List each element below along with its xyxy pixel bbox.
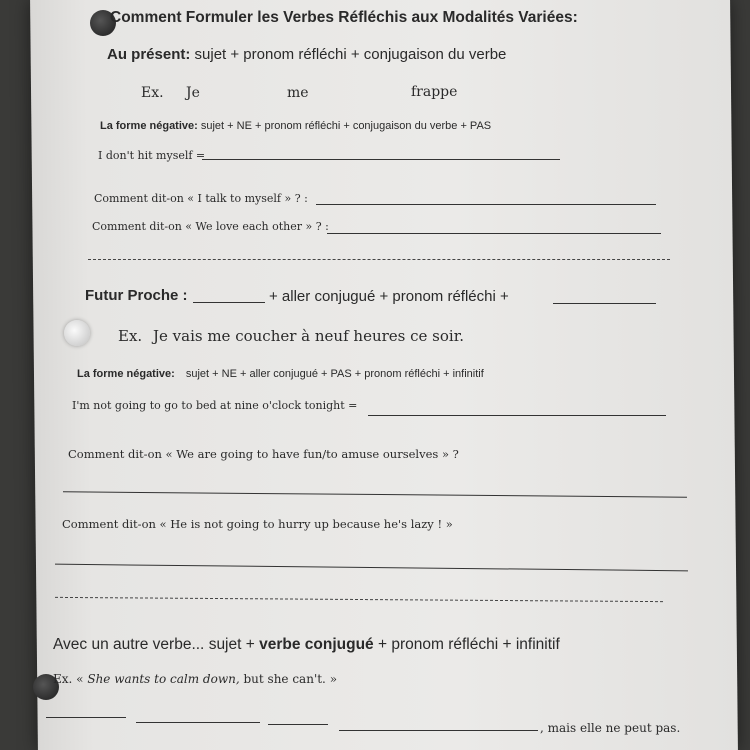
present-example-label: Ex. (141, 85, 164, 101)
autre-blank-2[interactable] (136, 721, 260, 723)
autre-blank-1[interactable] (46, 716, 126, 718)
futur-negative-label: La forme négative: (77, 368, 175, 380)
futur-example-label: Ex. (118, 327, 143, 345)
present-question-1: I don't hit myself = (98, 149, 206, 162)
futur-negative-formula: sujet + NE + aller conjugué + PAS + pronom réfléchi + infinitif (185, 368, 484, 380)
autre-formula-pre: sujet + (208, 636, 255, 653)
autre-blank-4[interactable] (339, 729, 538, 731)
punch-hole-middle (64, 320, 90, 346)
present-example-subject: Je (186, 85, 200, 101)
present-answer-line-1[interactable] (202, 158, 560, 160)
futur-question-3: Comment dit-on « He is not going to hurry up because he's lazy ! » (62, 517, 453, 531)
autre-label: Avec un autre verbe... (53, 636, 205, 653)
autre-example-label: Ex. (53, 672, 73, 686)
present-negative-label: La forme négative: (100, 120, 198, 132)
present-negative-line (100, 120, 491, 132)
autre-tail: , mais elle ne peut pas. (540, 721, 681, 735)
futur-question-2: Comment dit-on « We are going to have fun/to amuse ourselves » ? (68, 447, 459, 461)
futur-question-1: I'm not going to go to bed at nine o'clock tonight = (72, 399, 358, 412)
present-example-pronoun: me (287, 85, 309, 101)
autre-blank-3[interactable] (268, 723, 328, 725)
present-question-3: Comment dit-on « We love each other » ? : (92, 220, 329, 233)
futur-label: Futur Proche : (85, 287, 188, 304)
present-answer-line-3[interactable] (327, 232, 661, 234)
autre-example-rest: but she can't. » (243, 672, 338, 686)
futur-answer-line-1[interactable] (368, 414, 666, 416)
futur-blank-2[interactable] (553, 302, 656, 304)
present-label: Au présent: (107, 46, 191, 63)
present-question-2: Comment dit-on « I talk to myself » ? : (94, 192, 308, 205)
autre-formula-bold: verbe conjugué (259, 636, 374, 653)
futur-example-text: Je vais me coucher à neuf heures ce soir. (153, 327, 464, 345)
present-negative-formula: sujet + NE + pronom réfléchi + conjugaison du verbe + PAS (200, 120, 492, 132)
autre-example-open: « (76, 672, 84, 686)
autre-formula-post: + pronom réfléchi + infinitif (377, 636, 560, 653)
present-answer-line-2[interactable] (316, 203, 656, 205)
present-formula-line (107, 46, 506, 63)
autre-example (53, 672, 337, 686)
autre-formula-line (53, 636, 560, 654)
present-example-verb: frappe (411, 84, 458, 100)
futur-blank-1[interactable] (193, 301, 265, 303)
section-divider-1 (88, 258, 670, 260)
autre-example-italic: She wants to calm down, (87, 672, 240, 686)
futur-formula-mid: + aller conjugué + pronom réfléchi + (269, 288, 509, 305)
page-title: Comment Formuler les Verbes Réfléchis aux Modalités Variées: (110, 9, 578, 26)
present-formula: sujet + pronom réfléchi + conjugaison du verbe (194, 46, 507, 63)
futur-negative-line (77, 368, 484, 380)
